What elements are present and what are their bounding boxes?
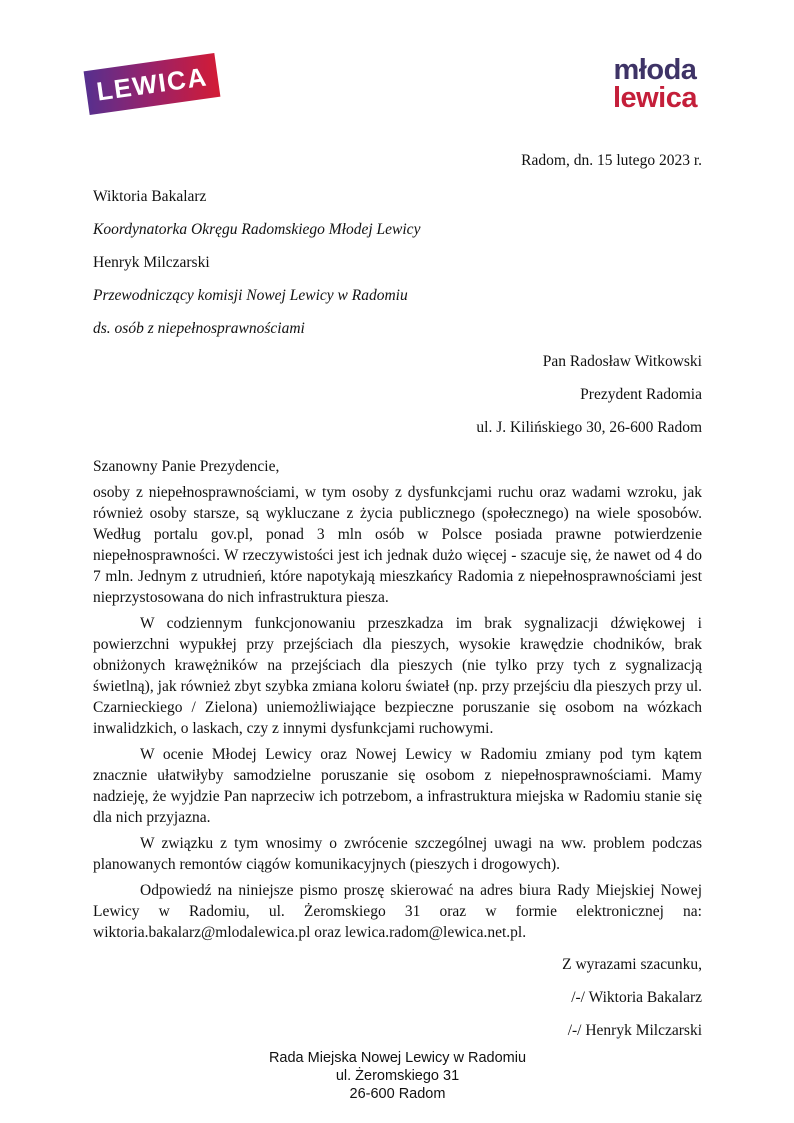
sender-title-2-line1: Przewodniczący komisji Nowej Lewicy w Radomiu [93,287,408,304]
paragraph-5: Odpowiedź na niniejsze pismo proszę skierować na adres biura Rady Miejskiej Nowej Lewicy w Radomiu, ul. Żeromskiego 31 oraz w formie elektronicznej na: wiktoria.bakalarz@mlodalewica.pl oraz lewica.radom@lewica.net.pl. [93,882,702,941]
signature-2: /-/ Henryk Milczarski [567,1022,702,1039]
sender-name-1: Wiktoria Bakalarz [93,188,207,205]
recipient-address: ul. J. Kilińskiego 30, 26-600 Radom [476,419,702,436]
lewica-logo-text: LEWICA [94,61,210,107]
footer-street: ul. Żeromskiego 31 [335,1068,460,1084]
paragraph-4: W związku z tym wnosimy o zwrócenie szczególnej uwagi na ww. problem podczas planowanych remontów ciągów komunikacyjnych (pieszych i drogowych). [93,835,702,873]
salutation: Szanowny Panie Prezydencie, [93,458,280,475]
footer-city: 26-600 Radom [349,1086,446,1102]
closing-block [93,948,702,1047]
mloda-logo-line2: lewica [612,82,697,114]
sender-title-1: Koordynatorka Okręgu Radomskiego Młodej Lewicy [93,221,421,238]
sender-block [93,180,702,345]
paragraph-1: osoby z niepełnosprawnościami, w tym osoby z dysfunkcjami ruchu oraz wadami wzroku, jak również osoby starsze, są wykluczane z życia publicznego (społecznego) na wiele sposobów. Według portalu gov.pl, ponad 3 mln osób w Polsce posiada prawne potwierdzenie niepełnosprawności. W rzeczywistości jest ich jednak dużo więcej - szacuje się, że nawet od 4 do 7 mln. Jednym z utrudnień, które napotykają mieszkańcy Radomia z niepełnosprawnościami jest nieprzystosowana do nich infrastruktura piesza. [93,484,702,606]
paragraph-3: W ocenie Młodej Lewicy oraz Nowej Lewicy w Radomiu zmiany pod tym kątem znacznie ułatwiłyby samodzielne poruszanie się osobom z niepełnosprawnościami. Mamy nadzieję, że wyjdzie Pan naprzeciw ich potrzebom, a infrastruktura miejska w Radomiu stanie się dla nich przyjazna. [93,746,702,826]
closing-phrase: Z wyrazami szacunku, [562,956,702,973]
mloda-lewica-logo [613,56,697,112]
recipient-name: Pan Radosław Witkowski [542,353,702,370]
signature-1: /-/ Wiktoria Bakalarz [571,989,702,1006]
sender-name-2: Henryk Milczarski [93,254,210,271]
recipient-block [93,345,702,444]
recipient-title: Prezydent Radomia [580,386,702,403]
sender-title-2-line2: ds. osób z niepełnosprawnościami [93,320,305,337]
paragraph-2: W codziennym funkcjonowaniu przeszkadza im brak sygnalizacji dźwiękowej i powierzchni wypukłej przy przejściach dla pieszych, wysokie krawędzie chodników, brak obniżonych krawężników na przejściach dla pieszych (nie tylko przy tych z sygnalizacją świetlną), jak również zbyt szybka zmiana koloru świateł (np. przy przejściu dla pieszych przy ul. Czarnieckiego / Zielona) uniemożliwiające bezpieczne poruszanie się osobom na wózkach inwalidzkich, o laskach, czy z innymi dysfunkcjami ruchowymi. [93,615,702,737]
footer-org: Rada Miejska Nowej Lewicy w Radomiu [268,1050,527,1066]
footer-block [93,1049,702,1103]
date-line: Radom, dn. 15 lutego 2023 r. [521,152,702,169]
mloda-logo-line1: młoda [613,54,697,86]
